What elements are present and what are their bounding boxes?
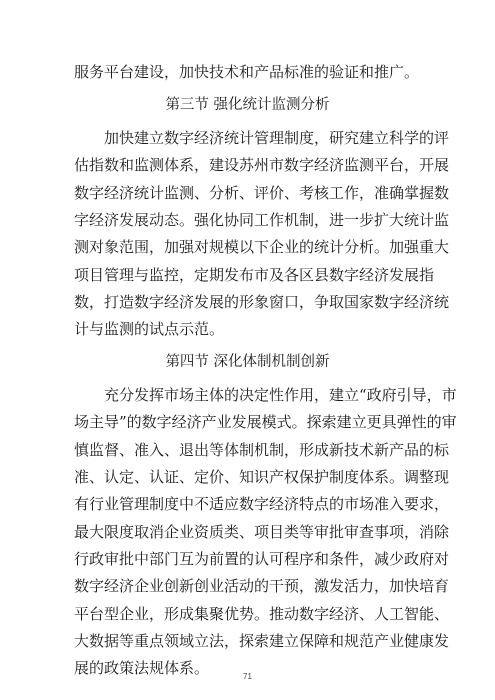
paragraph-line: 数字经济统计监测、分析、评价、考核工作，准确掌握数 xyxy=(74,184,450,202)
page-number: 71 xyxy=(243,672,252,681)
paragraph-line: 展的政策法规体系。 xyxy=(74,659,210,677)
paragraph-line: 项目管理与监控，定期发布市及各区县数字经济发展指 xyxy=(74,266,435,284)
body-text-line: 服务平台建设，加快技术和产品标准的验证和推广。 xyxy=(74,63,420,81)
paragraph-line: 场主导”的数字经济产业发展模式。探索建立更具弹性的审 xyxy=(74,413,457,431)
paragraph-line: 有行业管理制度中不适应数字经济特点的市场准入要求， xyxy=(74,495,450,513)
paragraph-line: 最大限度取消企业资质类、项目类等审批审查事项，消除 xyxy=(74,523,450,541)
paragraph-line: 估指数和监测体系，建设苏州市数字经济监测平台，开展 xyxy=(74,156,450,174)
section-heading-4: 第四节 深化体制机制创新 xyxy=(165,354,330,370)
paragraph-line: 加快建立数字经济统计管理制度，研究建立科学的评 xyxy=(104,129,450,147)
paragraph-line: 字经济发展动态。强化协同工作机制，进一步扩大统计监 xyxy=(74,211,450,229)
paragraph-line: 数字经济企业创新创业活动的干预，激发活力，加快培育 xyxy=(74,577,450,595)
paragraph-line: 计与监测的试点示范。 xyxy=(74,320,225,338)
paragraph-line: 准、认定、认证、定价、知识产权保护制度体系。调整现 xyxy=(74,468,450,486)
paragraph-line: 行政审批中部门互为前置的认可程序和条件，减少政府对 xyxy=(74,550,450,568)
paragraph-line: 大数据等重点领域立法，探索建立保障和规范产业健康发 xyxy=(74,632,450,650)
paragraph-line: 慎监督、准入、退出等体制机制，形成新技术新产品的标 xyxy=(74,441,450,459)
paragraph-line: 测对象范围，加强对规模以下企业的统计分析。加强重大 xyxy=(74,238,450,256)
paragraph-line: 平台型企业，形成集聚优势。推动数字经济、人工智能、 xyxy=(74,605,450,623)
section-heading-3: 第三节 强化统计监测分析 xyxy=(165,97,330,113)
paragraph-line: 数，打造数字经济发展的形象窗口，争取国家数字经济统 xyxy=(74,293,450,311)
paragraph-line: 充分发挥市场主体的决定性作用，建立“政府引导，市 xyxy=(104,386,457,404)
